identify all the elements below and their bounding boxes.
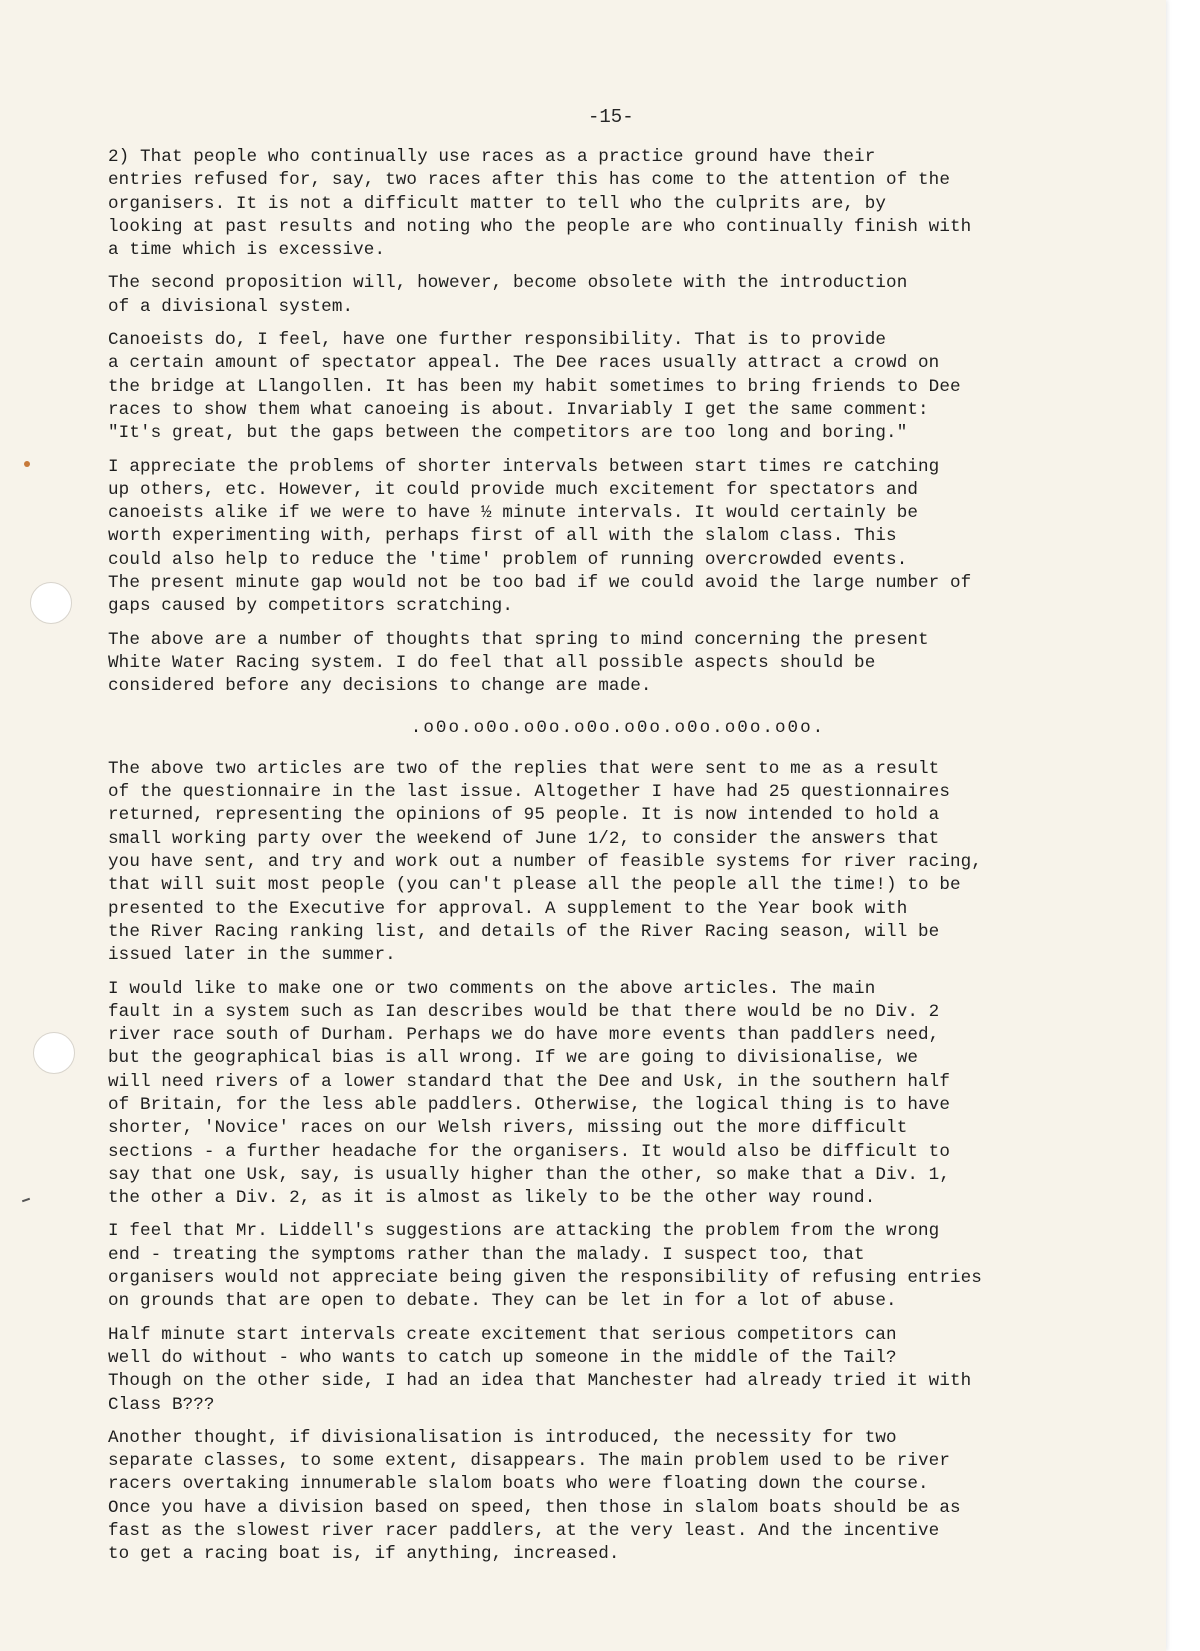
paragraph: I would like to make one or two comments on the above articles. The main fault in a system such as Ian describes would be that there would be no Div. 2 river race south of Durham. Perhaps we do have more events than paddlers need, but the geographical bias is all wrong. If we are going to divisionalise, we will need rivers of a lower standard that the Dee and Usk, in the southern half of Britain, for the less able paddlers. Otherwise, the logical thing is to have shorter, 'Novice' races on our Welsh rivers, missing out the more difficult sections - a further headache for the organisers. It would also be difficult to say that one Usk, say, is usually higher than the other, so make that a Div. 1, the other a Div. 2, as it is almost as likely to be the other way round. — [108, 978, 950, 1209]
paragraph: I feel that Mr. Liddell's suggestions are attacking the problem from the wrong end - treating the symptoms rather than the malady. I suspect too, that organisers would not appreciate being given the responsibility of refusing entries on grounds that are open to debate. They can be let in for a lot of abuse. — [108, 1221, 982, 1312]
document-body — [108, 146, 1128, 1577]
punch-hole — [33, 1032, 75, 1074]
section-separator: .o0o.o0o.o0o.o0o.o0o.o0o.o0o.o0o. — [410, 717, 826, 738]
paragraph: The above two articles are two of the replies that were sent to me as a result of the questionnaire in the last issue. Altogether I have had 25 questionnaires returned, representing the opinions of 95 people. It is now intended to hold a small working party over the weekend of June 1/2, to consider the answers that you have sent, and try and work out a number of feasible systems for river racing, that will suit most people (you can't please all the people all the time!) to be presented to the Executive for approval. A supplement to the Year book with the River Racing ranking list, and details of the River Racing season, will be issued later in the summer. — [108, 758, 982, 966]
paragraph: 2) That people who continually use races as a practice ground have their entries refused for, say, two races after this has come to the attention of the organisers. It is not a difficult matter to tell who the culprits are, by looking at past results and noting who the people are who continually finish with a time which is excessive. — [108, 147, 972, 261]
paragraph: Canoeists do, I feel, have one further responsibility. That is to provide a certain amount of spectator appeal. The Dee races usually attract a crowd on the bridge at Llangollen. It has been my habit sometimes to bring friends to Dee races to show them what canoeing is about. Invariably I get the same comment: "It's great, but the gaps between the competitors are too long and boring." — [108, 330, 961, 444]
paragraph: I appreciate the problems of shorter intervals between start times re catching up others, etc. However, it could provide much excitement for spectators and canoeists alike if we were to have ½ minute intervals. It would certainly be worth experimenting with, perhaps first of all with the slalom class. This could also help to reduce the 'time' problem of running overcrowded events. The present minute gap would not be too bad if we could avoid the large number of gaps caused by competitors scratching. — [108, 456, 972, 617]
paragraph: The above are a number of thoughts that spring to mind concerning the present White Water Racing system. I do feel that all possible aspects should be considered before any decisions to change are made. — [108, 629, 929, 697]
punch-hole — [30, 582, 72, 624]
paragraph: The second proposition will, however, become obsolete with the introduction of a divisional system. — [108, 273, 908, 317]
paper-speck — [24, 461, 30, 467]
paper-mark — [22, 1198, 30, 1203]
paragraph: Another thought, if divisionalisation is introduced, the necessity for two separate classes, to some extent, disappears. The main problem used to be river racers overtaking innumerable slalom boats who were floating down the course. Once you have a division based on speed, then those in slalom boats should be as fast as the slowest river racer paddlers, at the very least. And the incentive to get a racing boat is, if anything, increased. — [108, 1427, 961, 1565]
paragraph: Half minute start intervals create excitement that serious competitors can well do without - who wants to catch up someone in the middle of the Tail? Though on the other side, I had an idea that Manchester had already tried it with Class B??? — [108, 1324, 972, 1415]
page-number: -15- — [588, 106, 634, 128]
